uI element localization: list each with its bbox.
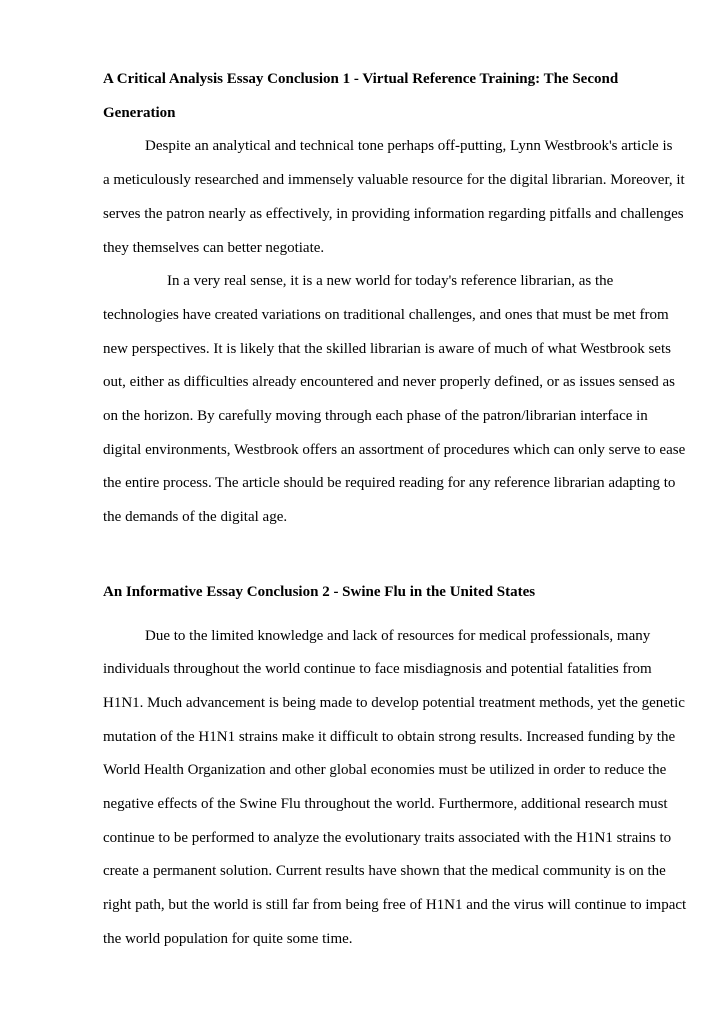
text-line: World Health Organization and other global economies must be utilized in order to reduce the bbox=[103, 762, 667, 779]
text-line: negative effects of the Swine Flu throughout the world. Furthermore, additional research must bbox=[103, 796, 668, 813]
section-gap bbox=[103, 535, 670, 576]
text-line: technologies have created variations on traditional challenges, and ones that must be met from bbox=[103, 306, 669, 323]
section-2-paragraph-1 bbox=[103, 620, 687, 957]
text-line: the world population for quite some time. bbox=[103, 930, 353, 947]
text-line: right path, but the world is still far from being free of H1N1 and the virus will continue to impact bbox=[103, 897, 687, 914]
heading-gap bbox=[103, 610, 670, 620]
text-line: new perspectives. It is likely that the skilled librarian is aware of much of what Westbrook sets bbox=[103, 340, 671, 357]
text-line: Generation bbox=[103, 104, 176, 121]
text-line: mutation of the H1N1 strains make it difficult to obtain strong results. Increased funding by the bbox=[103, 728, 676, 745]
document-content bbox=[103, 63, 687, 957]
section-1-paragraph-1 bbox=[103, 130, 685, 265]
section-1-paragraph-2 bbox=[103, 265, 686, 535]
text-line: H1N1. Much advancement is being made to develop potential treatment methods, yet the genetic bbox=[103, 694, 685, 711]
text-line: Despite an analytical and technical tone perhaps off-putting, Lynn Westbrook's article is bbox=[145, 138, 673, 155]
text-line: a meticulously researched and immensely valuable resource for the digital librarian. Moreover, it bbox=[103, 172, 685, 189]
text-line: create a permanent solution. Current results have shown that the medical community is on the bbox=[103, 863, 666, 880]
text-line: continue to be performed to analyze the evolutionary traits associated with the H1N1 strains to bbox=[103, 829, 672, 846]
text-line: individuals throughout the world continue to face misdiagnosis and potential fatalities from bbox=[103, 661, 652, 678]
section-1-heading bbox=[103, 63, 670, 130]
text-line: on the horizon. By carefully moving through each phase of the patron/librarian interface in bbox=[103, 408, 648, 425]
text-line: digital environments, Westbrook offers an assortment of procedures which can only serve to ease bbox=[103, 441, 686, 458]
text-line: they themselves can better negotiate. bbox=[103, 239, 325, 256]
text-line: Due to the limited knowledge and lack of resources for medical professionals, many bbox=[145, 627, 651, 644]
section-2-heading bbox=[103, 576, 670, 610]
text-line: In a very real sense, it is a new world for today's reference librarian, as the bbox=[167, 273, 614, 290]
text-line: the entire process. The article should be required reading for any reference librarian adapting to bbox=[103, 475, 676, 492]
text-line: A Critical Analysis Essay Conclusion 1 - Virtual Reference Training: The Second bbox=[103, 71, 619, 87]
text-line: An Informative Essay Conclusion 2 - Swine Flu in the United States bbox=[103, 583, 536, 600]
text-line: serves the patron nearly as effectively, in providing information regarding pitfalls and challenges bbox=[103, 205, 684, 222]
text-line: the demands of the digital age. bbox=[103, 509, 288, 526]
text-line: out, either as difficulties already encountered and never properly defined, or as issues sensed as bbox=[103, 374, 676, 391]
